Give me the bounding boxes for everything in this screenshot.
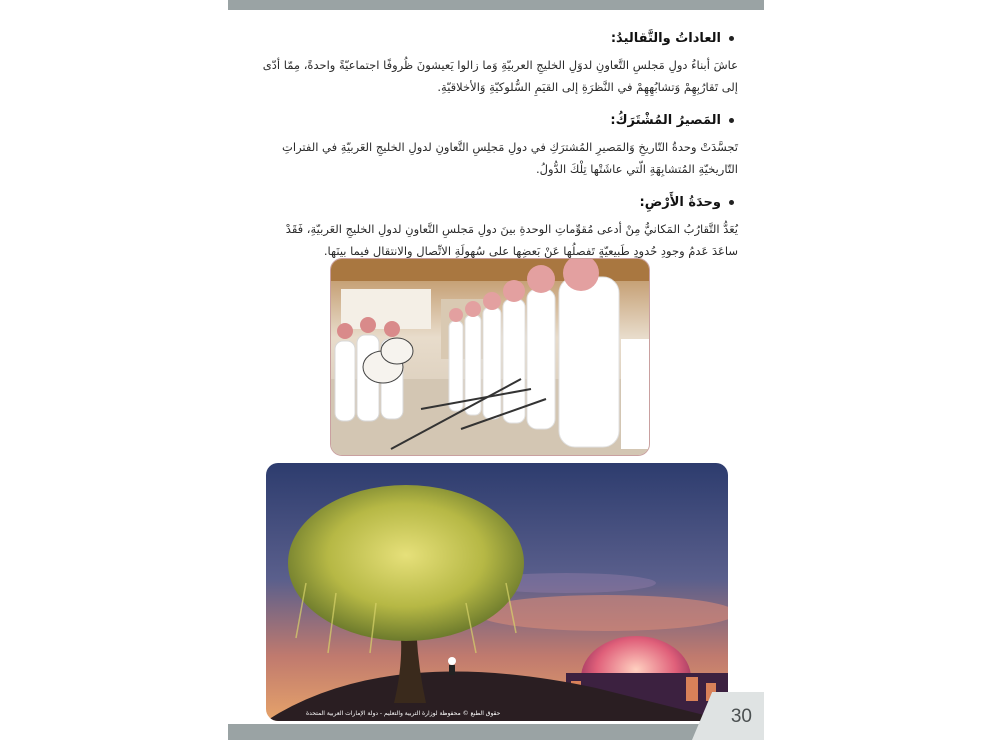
- dance-illustration: [331, 259, 649, 455]
- bullet-icon: [729, 118, 734, 123]
- bottom-bar: [228, 724, 764, 740]
- book-page: [228, 0, 764, 744]
- bullet-icon: [729, 36, 734, 41]
- heading-text: وحدَةُ الأَرْضِ:: [639, 195, 721, 210]
- page-number: 30: [730, 706, 752, 727]
- top-bar: [228, 0, 764, 10]
- landscape-illustration: [266, 463, 728, 721]
- copyright-caption: حقوق الطبع © محفوظة لوزارة التربية والتعليم - دولة الإمارات العربية المتحدة: [306, 710, 501, 717]
- traditional-dance-photo: [330, 258, 650, 456]
- section-paragraph: عاشَ أبناءُ دولِ مَجلسِ التَّعاونِ لدوَلِ الخليجِ العربيّةِ وَما زالوا يَعيشونَ ظُروفًا اجتماعيّةً واحدةً، مِمّا أدّى إلى تَقارُبِهِمْ وَتشابُهِهِمْ في النَّظرَةِ إلى القيَمِ السُّلوكيّةِ وَالأخلاقيّةِ.: [262, 58, 738, 94]
- section-customs: [258, 30, 738, 98]
- tree-landscape-photo: [266, 463, 728, 721]
- heading-text: المَصيرُ المُشْتَرَكُ:: [610, 113, 721, 128]
- text-content: [258, 30, 738, 276]
- section-paragraph: تَجسَّدَتْ وحدةُ التّاريخِ وَالمَصيرِ المُشترَكِ في دولِ مَجلِسِ التَّعاونِ لدولِ الخليجِ العَربيّةِ في الفتراتِ التّاريخيّةِ المُتشابِهَةِ الّتي عاشَتْها تِلْكَ الدُّولُ.: [282, 140, 738, 176]
- section-heading: [258, 112, 738, 130]
- section-paragraph: يُعَدُّ التَّقارُبُ المَكانيُّ مِنْ أدعى مُقوِّماتِ الوحدةِ بينَ دولِ مَجلسِ التَّعاونِ لدولِ الخليجِ العَربيّةِ، فَقَدْ ساعَدَ عَدمُ وجودِ حُدودٍ طَبيعيّةٍ تَفصلُها عَنْ بَعضِها على سُهولَةِ الاتِّصالِ والانتقالِ فيما بينَها.: [285, 222, 738, 258]
- heading-text: العاداتُ والتَّقاليدُ:: [610, 31, 721, 46]
- section-heading: [258, 30, 738, 48]
- section-heading: [258, 194, 738, 212]
- section-shared-destiny: [258, 112, 738, 180]
- bullet-icon: [729, 200, 734, 205]
- section-land-unity: [258, 194, 738, 262]
